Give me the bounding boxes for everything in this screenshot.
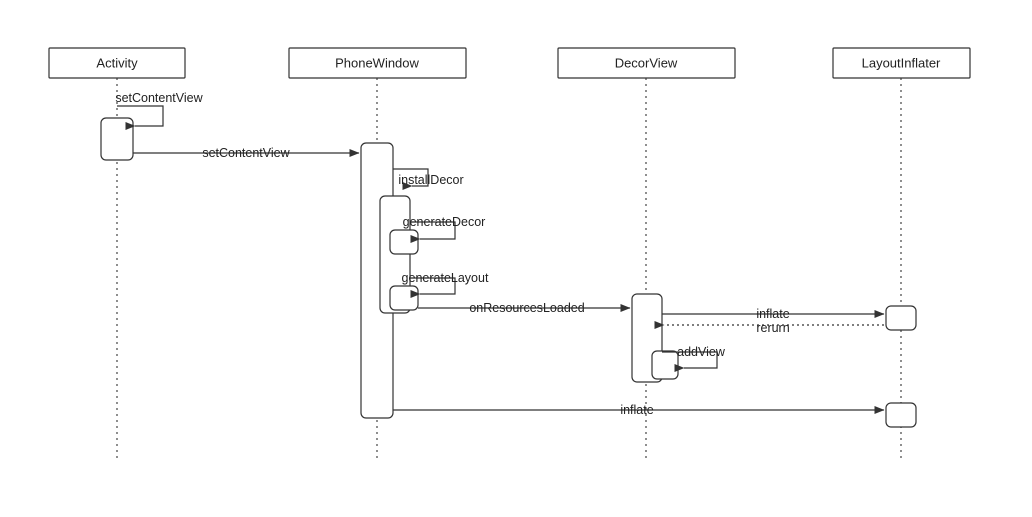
activation-decorview-addview	[652, 351, 678, 379]
message-label-generatedecor: generateDecor	[402, 215, 486, 229]
message-label-inflate-phonewindow: inflate	[620, 403, 654, 417]
message-label-onresourcesloaded: onResourcesLoaded	[469, 301, 585, 315]
activation-phonewindow-generate-decor	[390, 230, 418, 254]
activation-layoutinflater-2	[886, 403, 916, 427]
participant-label-decorview: DecorView	[614, 55, 678, 71]
message-label-rerurn: rerurn	[756, 321, 790, 335]
message-label-inflate-decorview: inflate	[756, 307, 790, 321]
activation-activity	[101, 118, 133, 160]
message-label-setcontentview-call: setContentView	[202, 146, 290, 160]
message-label-generatelayout: generateLayout	[401, 271, 489, 285]
participant-label-layoutinflater: LayoutInflater	[861, 55, 941, 71]
activation-layoutinflater-1	[886, 306, 916, 330]
message-label-installdecor: installDecor	[398, 173, 464, 187]
activation-phonewindow-generate-layout	[390, 286, 418, 310]
message-label-setcontentview-self: setContentView	[115, 91, 203, 105]
participant-label-phonewindow: PhoneWindow	[335, 55, 419, 71]
message-label-addview: addView	[677, 345, 725, 359]
participant-label-activity: Activity	[96, 55, 138, 71]
